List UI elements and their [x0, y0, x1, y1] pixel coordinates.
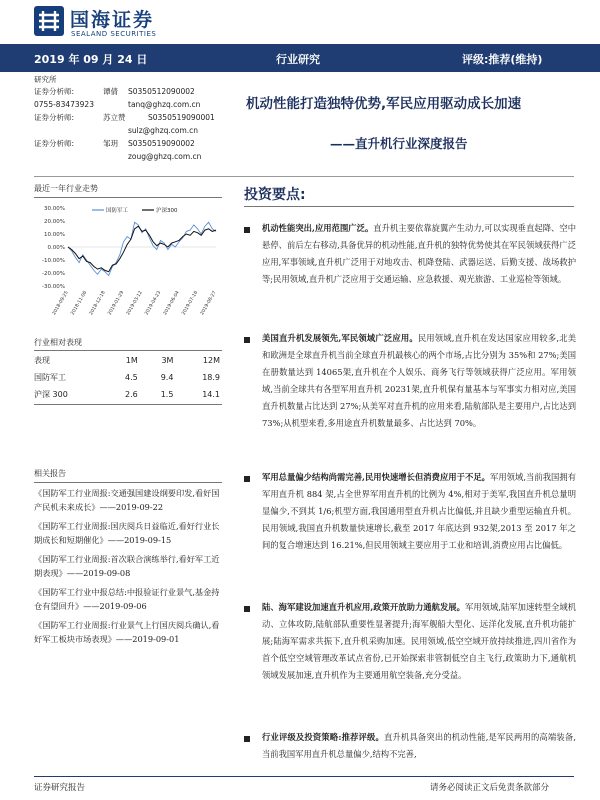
divider	[34, 482, 222, 483]
analyst-3-role: 证券分析师:	[34, 139, 75, 148]
report-section: 行业研究	[276, 53, 320, 66]
x-tick-label: 2019-01-29	[107, 290, 126, 317]
point-text: 军用领域,陆军加速转型全域机动、立体攻防,陆航部队重要性显著提升;海军舰船大型化、远洋化发展,直升机功能扩展;陆海军需求共振下,直升机采购加速。民用领域,低空空域开放持续推进,四川省作为首个低空空域管理改革试点省份,已开始探索非管制低空自主飞行,政策助力下,通航机领域发展加速,直升机作为主要通用航空装备,充分受益。	[262, 602, 576, 680]
analyst-3-name: 邹玥	[103, 139, 118, 148]
point-heading: 美国直升机发展领先,军民领域广泛应用。	[262, 333, 418, 343]
point-text: 直升机主要依靠旋翼产生动力,可以实现垂直起降、空中悬停、前后左右移动,具备优异的机动性能,直升机的独特优势使其在军民领域获得广泛应用,军事领域,直升机广泛用于对地攻击、机降登陆、武器运送、后勤支援、战场救护等;民用领域,直升机广泛应用于交通运输、应急救援、观光旅游、工业巡检等领域。	[262, 223, 576, 284]
x-tick-label: 2019-06-04	[163, 290, 181, 317]
point-text: 军用领域,当前我国拥有军用直升机 884 架,占全世界军用直升机的比例为 4%,相对于美军,我国直升机总量明显偏少,不到其 1/6;机型方面,我国通用型直升机占比偏低,并且缺少重型运输直升机。民用领域,我国直升机数量快速增长,截至 2017 年底达到 932架,2013 至 2017 年之间的复合增速达到 16.21%,但民用领域主要应用于工业和培训,消费应用占比偏低。	[262, 472, 576, 550]
table-row	[34, 386, 224, 403]
table-header-row	[34, 352, 224, 369]
analyst-3-email[interactable]: zoug@ghzq.com.cn	[128, 152, 202, 161]
analyst-1-phone: 0755-83473923	[34, 100, 94, 109]
x-tick-label: 2018-09-25	[52, 290, 70, 317]
analyst-1-cert: S0350512090002	[128, 87, 195, 96]
table-row	[34, 369, 224, 386]
legend-label: 国防军工	[106, 208, 129, 214]
logo-text-cn: 国海证券	[70, 9, 155, 31]
investment-point-4	[262, 599, 576, 684]
x-tick-label: 2019-07-16	[181, 290, 200, 317]
table-cell: 1.5	[160, 390, 174, 399]
investment-point-5	[262, 729, 576, 765]
table-header-cell: 表现	[34, 356, 50, 365]
logo-text-en: SEALAND SECURITIES	[71, 30, 157, 38]
table-header-cell: 1M	[125, 356, 138, 365]
bullet-square-icon	[244, 337, 250, 343]
y-tick-label: 10.00%	[44, 232, 65, 238]
analyst-1-role: 证券分析师:	[34, 87, 75, 96]
x-tick-label: 2019-03-12	[126, 290, 144, 317]
y-tick-label: 30.00%	[44, 206, 65, 212]
company-logo	[34, 4, 204, 42]
related-report-link[interactable]: 《国防军工行业周报:首次联合演练举行,看好军工近期表现》——2019-09-08	[34, 554, 220, 578]
point-heading: 机动性能突出,应用范围广泛。	[262, 223, 374, 233]
header-bar	[0, 44, 600, 72]
legend-label: 沪深300	[156, 208, 178, 214]
footer-left: 证券研究报告	[34, 783, 86, 793]
analyst-group-label: 研究所	[34, 75, 57, 84]
table-cell: 14.1	[202, 390, 220, 399]
x-tick-label: 2019-04-23	[144, 290, 163, 317]
point-text: 直升机具备突出的机动性能,是军民两用的高端装备,当前我国军用直升机总量偏少,结构不完善,	[262, 732, 576, 759]
report-subtitle: ——直升机行业深度报告	[330, 136, 468, 151]
analyst-1-email[interactable]: tanq@ghzq.com.cn	[128, 100, 201, 109]
y-tick-label: -30.00%	[42, 284, 65, 290]
analyst-2-role: 证券分析师:	[34, 113, 75, 122]
investment-heading: 投资要点:	[244, 187, 306, 203]
investment-point-3	[262, 469, 576, 554]
y-tick-label: -10.00%	[42, 258, 65, 264]
bullet-square-icon	[244, 227, 250, 233]
analyst-2-cert: S0350519090001	[148, 113, 215, 122]
table-cell: 18.9	[202, 373, 220, 382]
report-rating: 评级:推荐(维持)	[462, 53, 543, 66]
point-text: 民用领域,直升机在发达国家应用较多,北美和欧洲是全球直升机当前全球直升机最核心的两个市场,占比分别为 35%和 27%;美国在册数量达到 14065架,直升机在个人娱乐、商务飞行等领域获得广泛应用。军用领域,当前全球共有各型军用直升机 20231架,直升机保有量基本与军事实力相对应,美国直升机数量占比达到 27%;从美军对直升机的应用来看,陆航部队是主要用户,占比达到 73%;从机型来看,多用途直升机数量最多、占比达到 70%。	[262, 333, 577, 428]
report-date: 2019 年 09 月 24 日	[34, 53, 148, 66]
trend-chart	[34, 200, 220, 320]
related-report-link[interactable]: 《国防军工行业周报:交通强国建设纲要印发,看好国产民机未来成长》——2019-09-22	[34, 488, 220, 512]
point-heading: 行业评级及投资策略:推荐评级。	[262, 732, 384, 742]
report-title: 机动性能打造独特优势,军民应用驱动成长加速	[246, 96, 522, 112]
analyst-1-name: 谭倩	[103, 87, 118, 96]
point-heading: 陆、海军建设加速直升机应用,政策开放助力通航发展。	[262, 602, 465, 612]
performance-heading: 行业相对表现	[34, 338, 82, 347]
series-line-defense	[68, 222, 216, 275]
analyst-2-name: 苏立赞	[103, 113, 126, 122]
table-header-cell: 12M	[202, 356, 220, 365]
y-tick-label: 20.00%	[44, 219, 65, 225]
related-heading: 相关报告	[34, 469, 66, 478]
logo-mark-icon	[34, 6, 64, 36]
table-cell: 国防军工	[34, 373, 66, 382]
bullet-square-icon	[244, 736, 250, 742]
table-cell: 4.5	[125, 373, 138, 382]
x-tick-label: 2018-12-18	[89, 290, 107, 317]
investment-point-1	[262, 220, 576, 288]
footer-disclaimer: 请务必阅读正文后免责条款部分	[430, 783, 550, 793]
investment-point-2	[262, 330, 576, 432]
table-cell: 9.4	[160, 373, 174, 382]
table-cell: 2.6	[125, 390, 138, 399]
divider	[34, 176, 574, 177]
footer-divider	[34, 776, 574, 777]
y-tick-label: 0.00%	[47, 245, 65, 251]
trend-heading: 最近一年行业走势	[34, 184, 98, 193]
related-report-link[interactable]: 《国防军工行业中报总结:中报验证行业景气,基金持仓有望回升》——2019-09-06	[34, 587, 220, 611]
divider	[34, 404, 222, 405]
table-cell: 沪深 300	[34, 390, 68, 399]
x-tick-label: 2019-08-27	[200, 290, 218, 317]
y-tick-label: -20.00%	[42, 271, 65, 277]
x-tick-label: 2018-11-06	[70, 290, 89, 317]
divider	[244, 206, 574, 207]
related-report-link[interactable]: 《国防军工行业周报:国庆阅兵日益临近,看好行业长期成长和短期催化》——2019-09-15	[34, 521, 220, 545]
performance-table	[34, 352, 224, 403]
analyst-3-cert: S0350519090002	[128, 139, 195, 148]
analyst-2-email[interactable]: sulz@ghzq.com.cn	[128, 126, 199, 135]
bullet-square-icon	[244, 476, 250, 482]
divider	[34, 197, 222, 198]
point-heading: 军用总量偏少结构尚需完善,民用快速增长但消费应用于不足。	[262, 472, 490, 482]
related-report-link[interactable]: 《国防军工行业周报:行业景气上行国庆阅兵确认,看好军工板块市场表现》——2019-09-01	[34, 620, 220, 644]
bullet-square-icon	[244, 606, 250, 612]
table-header-cell: 3M	[161, 356, 174, 365]
divider	[34, 350, 222, 351]
